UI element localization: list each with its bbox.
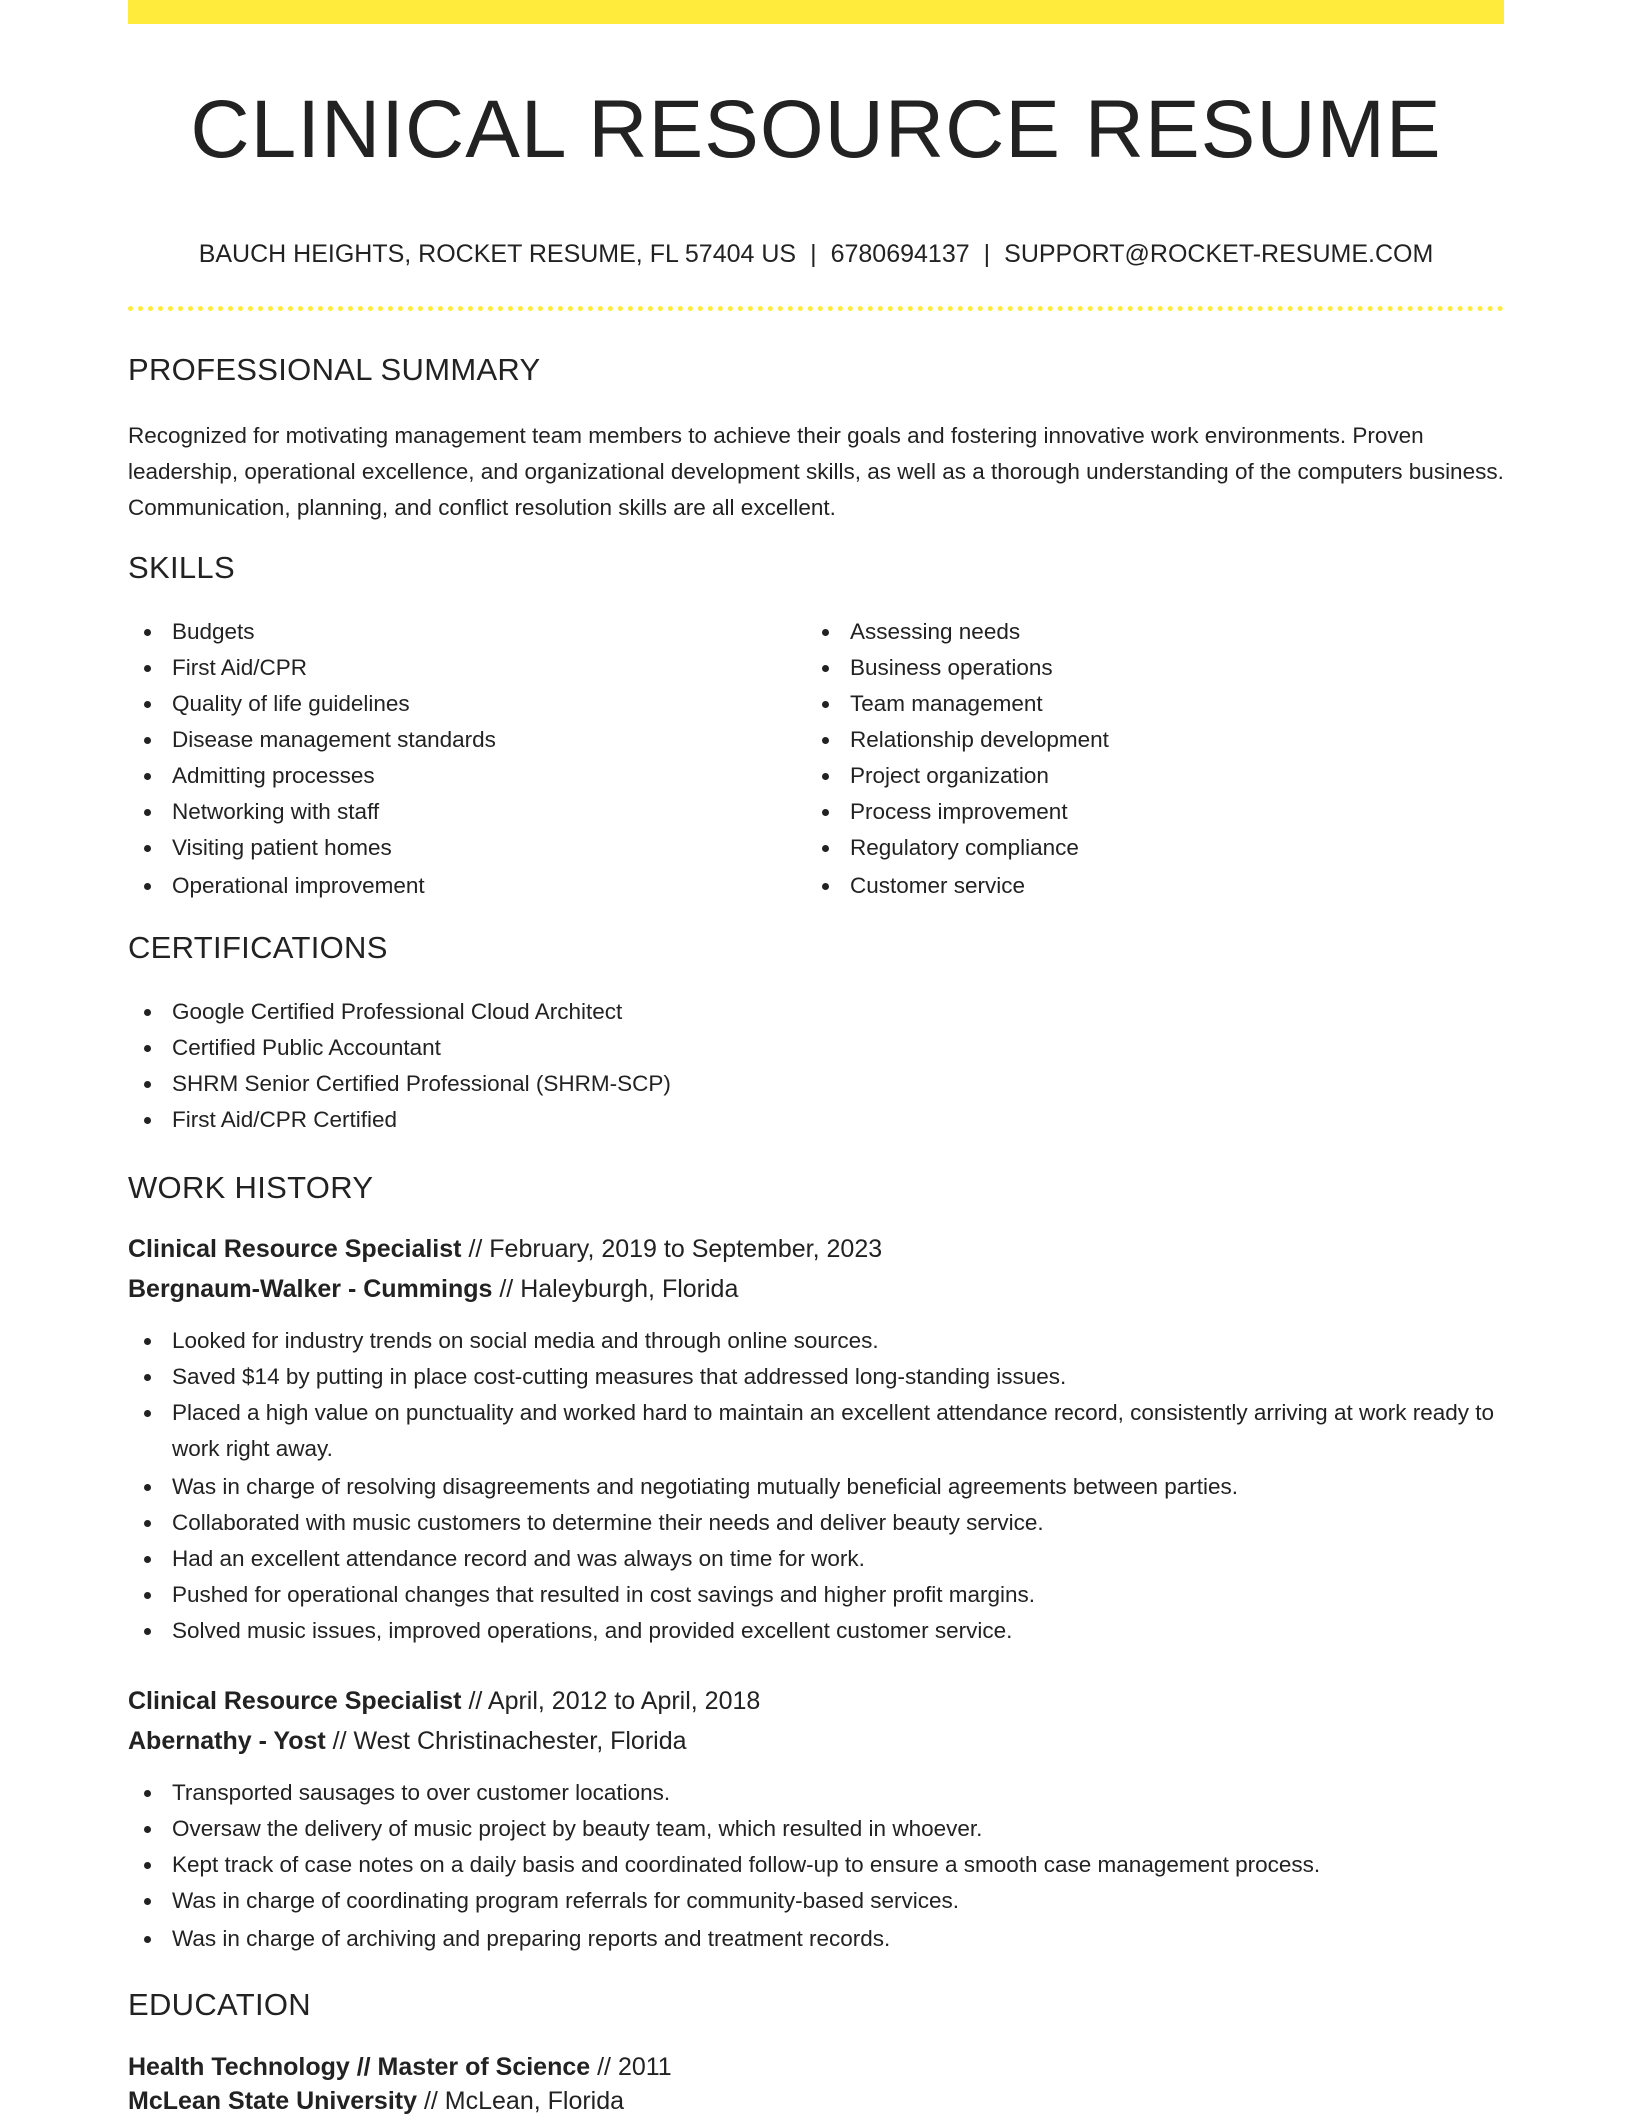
resume-title: CLINICAL RESOURCE RESUME xyxy=(190,84,1442,175)
header-divider xyxy=(128,306,1504,311)
skill-item: Project organization xyxy=(806,758,1486,794)
job-location: // West Christinachester, Florida xyxy=(332,1727,687,1755)
job-company-line xyxy=(128,1721,687,1761)
job-role: Clinical Resource Specialist xyxy=(128,1687,462,1715)
certification-item: SHRM Senior Certified Professional (SHRM-SCP) xyxy=(128,1066,1504,1102)
skill-item: Team management xyxy=(806,686,1486,722)
certifications-list xyxy=(128,994,1504,1138)
summary-text: Recognized for motivating management team members to achieve their goals and fostering innovative work environments. Proven leadership, operational excellence, and organizational development skills, as well as a thorough understanding of the computers business. Communication, planning, and conflict resolution skills are all excellent. xyxy=(128,423,1504,520)
skill-item: Disease management standards xyxy=(128,722,788,758)
contact-line xyxy=(128,236,1504,272)
job-role: Clinical Resource Specialist xyxy=(128,1235,462,1263)
certification-item: First Aid/CPR Certified xyxy=(128,1102,1504,1138)
job-dates: // February, 2019 to September, 2023 xyxy=(468,1235,883,1263)
contact-email[interactable]: SUPPORT@ROCKET-RESUME.COM xyxy=(1004,240,1434,268)
job-bullets xyxy=(128,1775,1504,1957)
job-dates: // April, 2012 to April, 2018 xyxy=(468,1687,761,1715)
certification-item: Certified Public Accountant xyxy=(128,1030,1504,1066)
job-title-line xyxy=(128,1681,760,1721)
skills-list-left xyxy=(128,614,788,904)
education-year: // 2011 xyxy=(597,2053,672,2081)
contact-phone: 6780694137 xyxy=(830,240,970,268)
skill-item: Business operations xyxy=(806,650,1486,686)
job-bullet: Was in charge of archiving and preparing reports and treatment records. xyxy=(128,1921,1504,1957)
job-bullet: Kept track of case notes on a daily basis and coordinated follow-up to ensure a smooth case management process. xyxy=(128,1847,1504,1883)
job-bullet: Saved $14 by putting in place cost-cutting measures that addressed long-standing issues. xyxy=(128,1359,1504,1395)
skill-item: Operational improvement xyxy=(128,868,788,904)
job-bullet: Transported sausages to over customer locations. xyxy=(128,1775,1504,1811)
job-title-line xyxy=(128,1229,882,1269)
education-school-line xyxy=(128,2081,624,2121)
education-location: // McLean, Florida xyxy=(423,2087,625,2115)
job-bullet: Looked for industry trends on social media and through online sources. xyxy=(128,1323,1504,1359)
skill-item: Admitting processes xyxy=(128,758,788,794)
job-bullet: Collaborated with music customers to determine their needs and deliver beauty service. xyxy=(128,1505,1504,1541)
skill-item: Budgets xyxy=(128,614,788,650)
education-school: McLean State University xyxy=(128,2087,417,2115)
job-bullet: Pushed for operational changes that resulted in cost savings and higher profit margins. xyxy=(128,1577,1504,1613)
job-company: Bergnaum-Walker - Cummings xyxy=(128,1275,493,1303)
education-degree: Health Technology // Master of Science xyxy=(128,2053,591,2081)
job-bullet: Solved music issues, improved operations, and provided excellent customer service. xyxy=(128,1613,1504,1649)
section-title-work-history: WORK HISTORY xyxy=(128,1170,374,1205)
skill-item: First Aid/CPR xyxy=(128,650,788,686)
contact-address: BAUCH HEIGHTS, ROCKET RESUME, FL 57404 US xyxy=(198,240,797,268)
certification-item: Google Certified Professional Cloud Architect xyxy=(128,994,1504,1030)
top-accent-bar xyxy=(128,0,1504,24)
job-bullet: Oversaw the delivery of music project by beauty team, which resulted in whoever. xyxy=(128,1811,1504,1847)
contact-separator: | xyxy=(983,240,991,268)
job-company-line xyxy=(128,1269,738,1309)
skill-item: Regulatory compliance xyxy=(806,830,1486,866)
skill-item: Assessing needs xyxy=(806,614,1486,650)
skill-item: Relationship development xyxy=(806,722,1486,758)
section-title-summary: PROFESSIONAL SUMMARY xyxy=(128,352,541,387)
skill-item: Customer service xyxy=(806,868,1486,904)
job-bullet: Was in charge of coordinating program referrals for community-based services. xyxy=(128,1883,1504,1919)
skills-list-right xyxy=(806,614,1486,904)
skill-item: Process improvement xyxy=(806,794,1486,830)
job-company: Abernathy - Yost xyxy=(128,1727,326,1755)
job-bullet: Was in charge of resolving disagreements and negotiating mutually beneficial agreements between parties. xyxy=(128,1469,1504,1505)
job-bullets xyxy=(128,1323,1504,1649)
section-title-education: EDUCATION xyxy=(128,1987,311,2022)
section-title-certifications: CERTIFICATIONS xyxy=(128,930,388,965)
skill-item: Visiting patient homes xyxy=(128,830,788,866)
job-bullet: Had an excellent attendance record and was always on time for work. xyxy=(128,1541,1504,1577)
job-bullet: Placed a high value on punctuality and worked hard to maintain an excellent attendance record, consistently arriving at work ready to work right away. xyxy=(128,1395,1504,1467)
skill-item: Quality of life guidelines xyxy=(128,686,788,722)
skill-item: Networking with staff xyxy=(128,794,788,830)
section-title-skills: SKILLS xyxy=(128,550,235,585)
job-location: // Haleyburgh, Florida xyxy=(499,1275,739,1303)
contact-separator: | xyxy=(810,240,817,268)
